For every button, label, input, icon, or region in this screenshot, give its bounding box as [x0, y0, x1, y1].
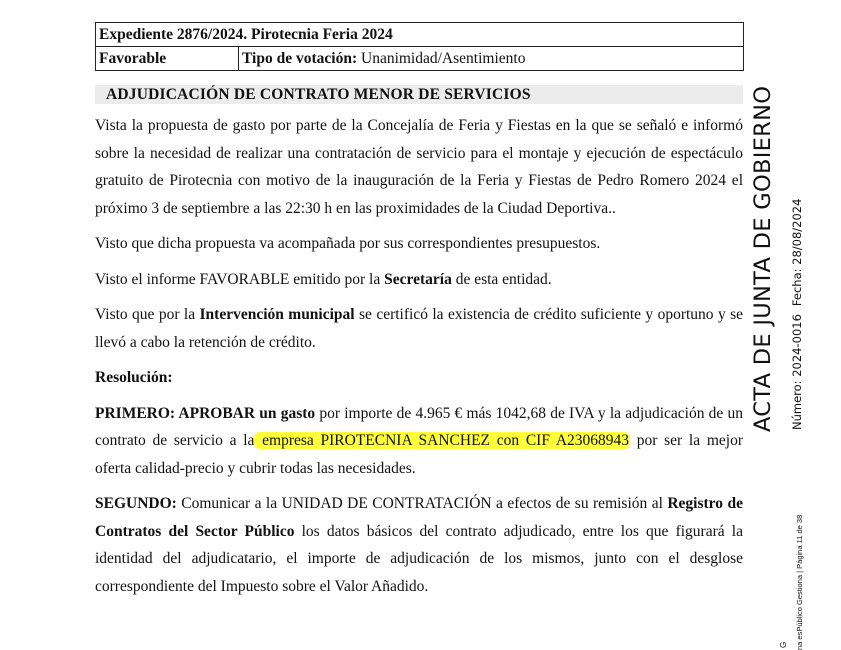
text: se certificó la existencia de crédito suficiente y oportuno y se llevó a cabo la retención de crédito. [95, 306, 744, 351]
acta-title: ACTA DE JUNTA DE GOBIERNO [750, 85, 776, 432]
bold-text: Secretaría [384, 270, 452, 288]
paragraph-primero [95, 400, 743, 483]
expediente-cell [96, 23, 744, 47]
highlighted-company: empresa PIROTECNIA SANCHEZ con CIF A23068943 [255, 432, 630, 449]
text: los datos básicos del contrato adjudicado, entre los que figurará la identidad del adjudicatario, el importe de adjudicación de los mismos, junto con el desglose correspondiente del Impuesto sobre el Valor Añadido. [95, 522, 743, 595]
paragraph-propuesta: Vista la propuesta de gasto por parte de la Concejalía de Feria y Fiestas en la que se señaló e informó sobre la necesidad de realizar una contratación de servicio para el montaje y ejecución de espectáculo gratuito de Pirotecnia con motivo de la inauguración de la Feria y Fiestas de Pedro Romero 2024 el próximo 3 de septiembre a las 22:30 h en las proximidades de la Ciudad Deportiva.. [95, 117, 743, 217]
text: por ser la mejor oferta calidad-precio y cubrir todas las necesidades. [95, 432, 743, 477]
voting-cell [239, 47, 744, 71]
sidebar-title [751, 76, 791, 432]
sidebar-letter [778, 636, 790, 648]
text: Comunicar a la UNIDAD DE CONTRATACIÓN a efectos de su remisión al [176, 495, 668, 512]
paragraph-segundo [95, 490, 743, 600]
segundo-label: SEGUNDO: [95, 495, 177, 512]
voting-label: Tipo de votación: [242, 50, 358, 67]
fecha-text: Fecha: 28/08/2024 [790, 198, 804, 307]
result-value: Favorable [99, 50, 167, 67]
registro-label: Registro de Contratos del Sector Público [95, 495, 743, 540]
expediente-title: Expediente 2876/2024. Pirotecnia Feria 2024 [99, 26, 393, 43]
bold-text: Intervención municipal [199, 306, 355, 323]
document-page [95, 22, 743, 600]
paragraph-informe [95, 266, 743, 294]
sidebar-meta-rotated [788, 196, 806, 430]
resolucion-heading [95, 364, 743, 392]
sidebar-footer [793, 494, 807, 650]
text: Visto que por la [95, 306, 200, 323]
sidebar-title-rotated [751, 76, 791, 432]
result-cell [96, 47, 239, 71]
primero-label: PRIMERO: APROBAR un gasto [95, 404, 316, 422]
section-title: ADJUDICACIÓN DE CONTRATO MENOR DE SERVICIOS [95, 85, 743, 104]
sidebar-footer-rotated [793, 494, 807, 650]
text: Visto el informe FAVORABLE emitido por la [95, 270, 385, 288]
paragraph-presupuestos: Visto que dicha propuesta va acompañada por sus correspondientes presupuestos. [95, 235, 601, 252]
resolucion-label: Resolución: [95, 369, 173, 386]
voting-value: Unanimidad/Asentimiento [361, 50, 526, 67]
expediente-table [95, 22, 744, 71]
letter-g: G [779, 641, 788, 648]
page-info: na esPúblico Gestiona | Página 11 de 38 [795, 514, 804, 650]
text: de esta entidad. [451, 270, 552, 288]
sidebar-meta [788, 196, 806, 430]
text: por importe de 4.965 € más 1042,68 de IVA y la adjudicación de un contrato de servicio a la [95, 404, 743, 449]
paragraph-intervencion [95, 301, 743, 356]
numero-text: Número: 2024-0016 [790, 314, 804, 430]
